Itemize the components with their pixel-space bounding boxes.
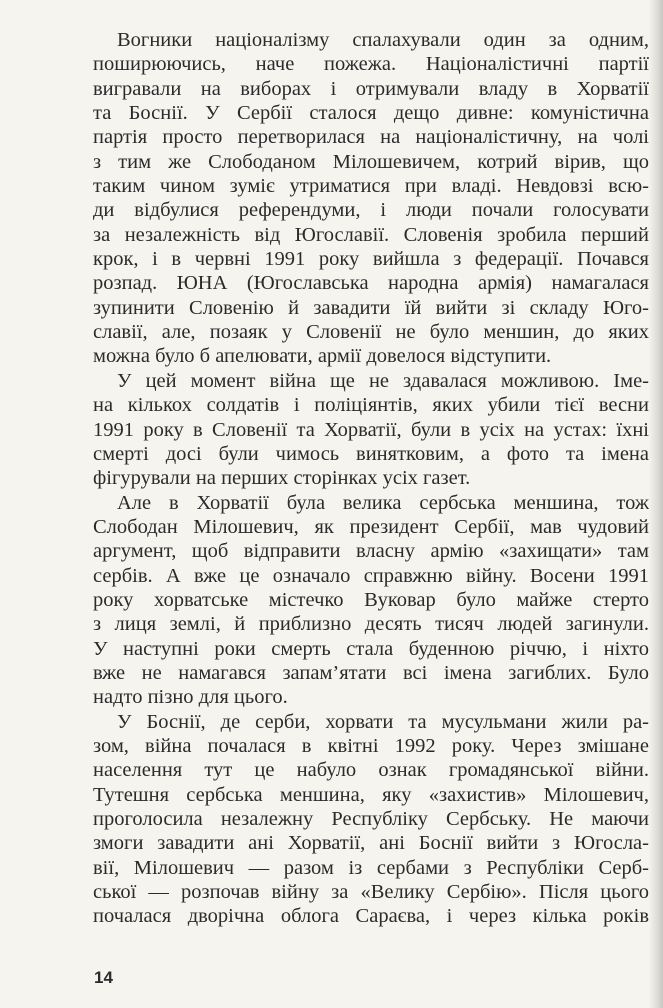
text-line: з лиця землі, й приблизно десять тисяч людей загинули. xyxy=(93,613,649,636)
text-line: розпад. ЮНА (Югославська народна армія) намагалася xyxy=(93,272,649,295)
text-line: фігурували на перших сторінках усіх газет. xyxy=(93,467,471,490)
text-line: зупинити Словенію й завадити їй вийти зі складу Юго- xyxy=(93,296,649,319)
text-line: У Боснії, де серби, хорвати та мусульмани жили ра- xyxy=(117,710,649,733)
text-line: аргумент, щоб відправити власну армію «захищати» там xyxy=(93,540,649,563)
page-number: 14 xyxy=(94,968,113,987)
text-line: вії, Мілошевич — разом із сербами з Республіки Серб- xyxy=(93,856,649,879)
text-line: та Боснії. У Сербії сталося дещо дивне: комуністична xyxy=(93,102,649,125)
text-line: населення тут це набуло ознак громадянської війни. xyxy=(93,759,649,782)
text-line: таким чином зуміє утриматися при владі. Невдовзі всю- xyxy=(93,175,649,198)
text-line: партія просто перетворилася на націоналістичну, на чолі xyxy=(93,126,649,149)
text-line: року хорватське містечко Вуковар було майже стерто xyxy=(93,588,649,611)
text-line: ди відбулися референдуми, і люди почали голосувати xyxy=(93,199,649,222)
text-line: У наступні роки смерть стала буденною річчю, і ніхто xyxy=(93,637,649,660)
text-line: за незалежність від Югославії. Словенія зробила перший xyxy=(93,223,649,246)
paragraph xyxy=(93,28,649,369)
text-line: У цей момент війна ще не здавалася можливою. Іме- xyxy=(117,369,649,392)
page-edge-shadow xyxy=(649,0,663,1008)
text-line: можна було б апелювати, армії довелося відступити. xyxy=(93,345,552,368)
text-line: почалася дворічна облога Сараєва, і через кілька років xyxy=(93,905,649,928)
text-line: Слободан Мілошевич, як президент Сербії, мав чудовий xyxy=(93,515,649,538)
text-line: славії, але, позаяк у Словенії не було меншин, до яких xyxy=(93,321,649,344)
text-line: смерті досі були чимось винятковим, а фото та імена xyxy=(93,442,649,465)
text-line: крок, і в червні 1991 року вийшла з федерації. Почався xyxy=(93,248,649,271)
text-line: вже не намагався запам’ятати всі імена загиблих. Було xyxy=(93,661,649,684)
paragraph xyxy=(93,369,649,491)
text-line: проголосила незалежну Республіку Сербську. Не маючи xyxy=(93,808,649,830)
text-line: ської — розпочав війну за «Велику Сербію». Після цього xyxy=(93,881,649,904)
paragraph xyxy=(93,710,649,929)
book-page-text xyxy=(93,28,649,929)
text-line: Але в Хорватії була велика сербська меншина, тож xyxy=(117,491,649,514)
text-line: зом, війна почалася в квітні 1992 року. Через змішане xyxy=(93,734,649,757)
text-line: Тутешня сербська меншина, яку «захистив» Мілошевич, xyxy=(93,783,649,806)
text-line: змоги завадити ані Хорватії, ані Боснії вийти з Югосла- xyxy=(93,832,649,855)
text-line: сербів. А вже це означало справжню війну. Восени 1991 xyxy=(93,564,649,587)
text-line: Вогники націоналізму спалахували один за одним, xyxy=(117,29,649,51)
text-line: з тим же Слободаном Мілошевичем, котрий вірив, що xyxy=(93,150,649,173)
text-line: на кількох солдатів і поліціянтів, яких убили тієї весни xyxy=(93,394,649,417)
text-line: вигравали на виборах і отримували владу в Хорватії xyxy=(93,77,649,100)
paragraph xyxy=(93,491,649,710)
text-line: надто пізно для цього. xyxy=(93,686,288,709)
text-line: 1991 року в Словенії та Хорватії, були в усіх на устах: їхні xyxy=(93,418,649,441)
text-line: поширюючись, наче пожежа. Націоналістичні партії xyxy=(93,53,649,76)
